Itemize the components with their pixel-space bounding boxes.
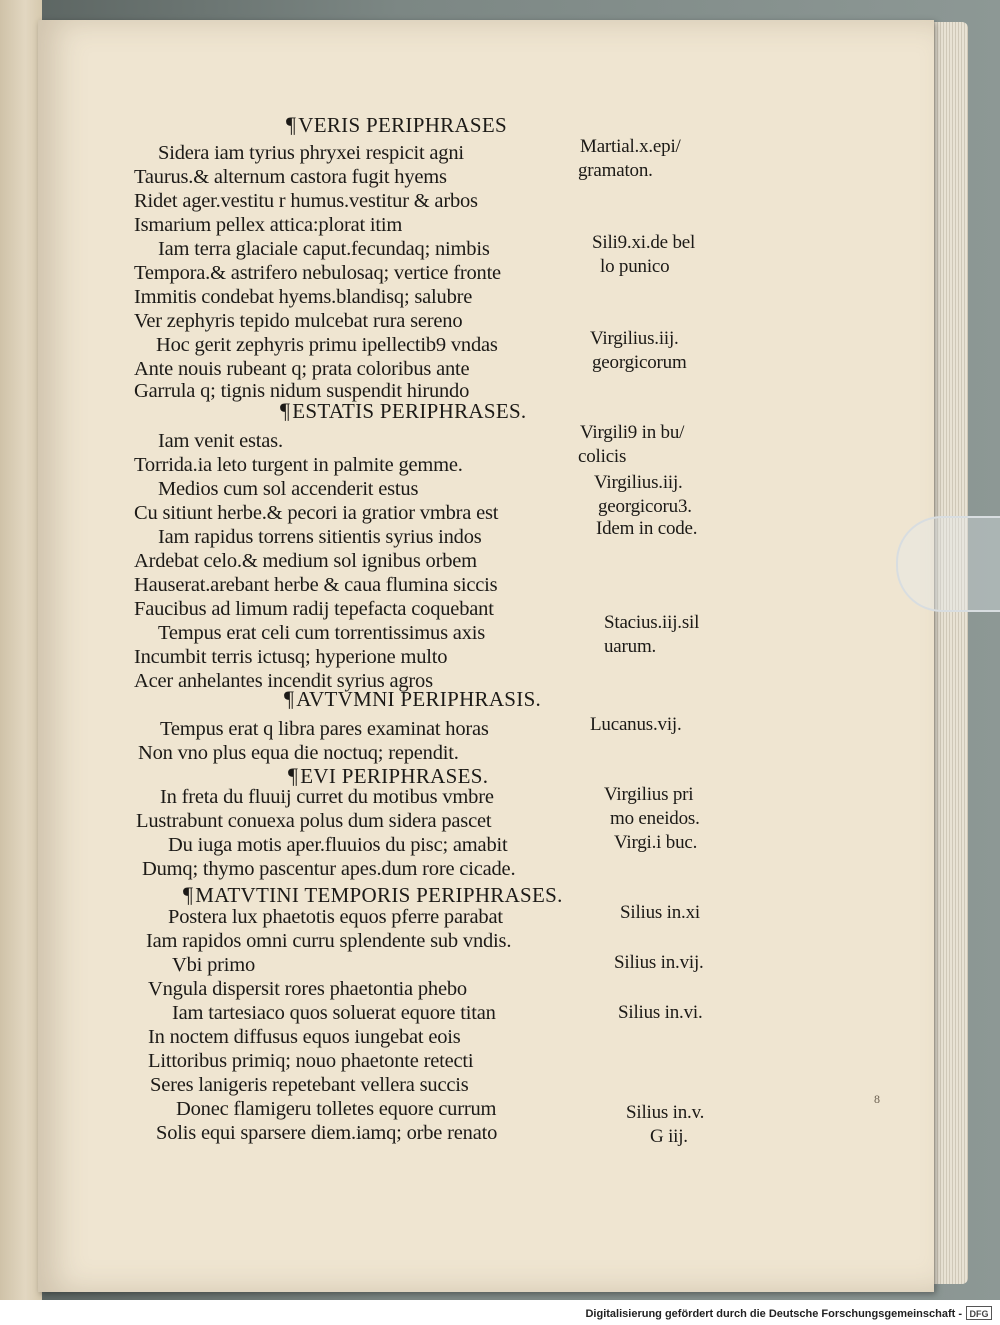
heading-estatis: ¶ESTATIS PERIPHRASES.: [280, 398, 527, 423]
verse-line: Iam terra glaciale caput.fecundaq; nimbis: [158, 238, 490, 260]
margin-note: Idem in code.: [596, 518, 698, 539]
verse-line: Postera lux phaetotis equos pferre parabat: [168, 906, 503, 928]
margin-note: uarum.: [604, 636, 657, 657]
verse-line: Ver zephyris tepido mulcebat rura sereno: [134, 310, 463, 332]
verse-line: Lustrabunt conuexa polus dum sidera pascet: [136, 810, 492, 832]
verse-line: Acer anhelantes incendit syrius agros: [134, 670, 433, 692]
verse-line: In freta du fluuij curret du motibus vmbre: [160, 786, 494, 808]
verse-line: Immitis condebat hyems.blandisq; salubre: [134, 286, 473, 308]
verse-line: Sidera iam tyrius phryxei respicit agni: [158, 142, 464, 164]
margin-note: mo eneidos.: [610, 808, 700, 829]
verse-line: Torrida.ia leto turgent in palmite gemme.: [134, 454, 463, 476]
verse-line: Taurus.& alternum castora fugit hyems: [134, 166, 447, 188]
margin-note: Virgili9 in bu/: [580, 422, 685, 443]
margin-note: Virgi.i buc.: [614, 832, 698, 853]
verse-line: Faucibus ad limum radij tepefacta coquebant: [134, 598, 494, 620]
margin-note: Virgilius.iij.: [590, 328, 679, 349]
pilcrow-mark: ¶: [286, 112, 297, 137]
verse-line: Ardebat celo.& medium sol ignibus orbem: [134, 550, 477, 572]
book-page: [38, 20, 934, 1292]
verse-line: Iam rapidus torrens sitientis syrius indos: [158, 526, 482, 548]
verse-line: Littoribus primiq; nouo phaetonte retecti: [148, 1050, 474, 1072]
margin-note: georgicoru3.: [598, 496, 692, 517]
verse-line: Non vno plus equa die noctuq; rependit.: [138, 742, 459, 764]
funding-credit: Digitalisierung gefördert durch die Deutsche Forschungsgemeinschaft -: [585, 1308, 962, 1320]
pilcrow-mark: ¶: [183, 882, 194, 907]
verse-line: Vbi primo: [172, 954, 256, 976]
margin-note: gramaton.: [578, 160, 653, 181]
margin-note: Silius in.vij.: [614, 952, 704, 973]
verse-line: Garrula q; tignis nidum suspendit hirundo: [134, 380, 470, 402]
heading-autumni: ¶AVTVMNI PERIPHRASIS.: [284, 686, 542, 711]
verse-line: Incumbit terris ictusq; hyperione multo: [134, 646, 448, 668]
margin-note: lo punico: [600, 256, 670, 277]
verse-line: Ridet ager.vestitu r humus.vestitur & arbos: [134, 190, 478, 212]
margin-note: Martial.x.epi/: [580, 136, 681, 157]
pilcrow-mark: ¶: [288, 763, 299, 788]
verse-line: Solis equi sparsere diem.iamq; orbe renato: [156, 1122, 498, 1144]
verse-line: Du iuga motis aper.fluuios du pisc; amabit: [168, 834, 508, 856]
verse-line: Hauserat.arebant herbe & caua flumina siccis: [134, 574, 498, 596]
verse-line: Tempus erat celi cum torrentissimus axis: [158, 622, 486, 644]
margin-note: Silius in.xi: [620, 902, 700, 923]
margin-note: Stacius.iij.sil: [604, 612, 700, 633]
pilcrow-mark: ¶: [280, 398, 291, 423]
verse-line: Iam tartesiaco quos soluerat equore titan: [172, 1002, 496, 1024]
heading-matutini: ¶MATVTINI TEMPORIS PERIPHRASES.: [183, 882, 563, 907]
margin-note: Virgilius pri: [604, 784, 694, 805]
page-clip: [896, 516, 1000, 612]
verse-line: Iam venit estas.: [158, 430, 283, 452]
signature-mark: 8: [874, 1092, 880, 1106]
heading-evi: ¶EVI PERIPHRASES.: [288, 763, 489, 788]
margin-note: colicis: [578, 446, 627, 467]
verse-line: Iam rapidos omni curru splendente sub vndis.: [146, 930, 512, 952]
verse-line: Tempora.& astrifero nebulosaq; vertice fronte: [134, 262, 501, 284]
verse-line: Ante nouis rubeant q; prata coloribus ante: [134, 358, 470, 380]
margin-note: georgicorum: [592, 352, 687, 373]
dfg-logo-icon: DFG: [966, 1306, 992, 1320]
verse-line: Tempus erat q libra pares examinat horas: [160, 718, 489, 740]
book-spine: [0, 0, 42, 1310]
verse-line: In noctem diffusus equos iungebat eois: [148, 1026, 461, 1048]
margin-note: Virgilius.iij.: [594, 472, 683, 493]
verse-line: Cu sitiunt herbe.& pecori ia gratior vmbra est: [134, 502, 499, 524]
verse-line: Seres lanigeris repetebant vellera succis: [150, 1074, 469, 1096]
verse-line: Vngula dispersit rores phaetontia phebo: [148, 978, 467, 1000]
margin-note: Lucanus.vij.: [590, 714, 682, 735]
heading-veris: ¶VERIS PERIPHRASES: [286, 112, 508, 137]
signature-note: G iij.: [650, 1126, 688, 1147]
verse-line: Ismarium pellex attica:plorat itim: [134, 214, 403, 236]
verse-line: Dumq; thymo pascentur apes.dum rore cicade.: [142, 858, 516, 880]
margin-note: Silius in.v.: [626, 1102, 705, 1123]
verse-line: Donec flamigeru tolletes equore currum: [176, 1098, 497, 1120]
footer-bar: [0, 1300, 1000, 1325]
margin-note: Sili9.xi.de bel: [592, 232, 696, 253]
pilcrow-mark: ¶: [284, 686, 295, 711]
verse-line: Hoc gerit zephyris primu ipellectib9 vndas: [156, 334, 498, 356]
margin-note: Silius in.vi.: [618, 1002, 703, 1023]
verse-line: Medios cum sol accenderit estus: [158, 478, 419, 500]
